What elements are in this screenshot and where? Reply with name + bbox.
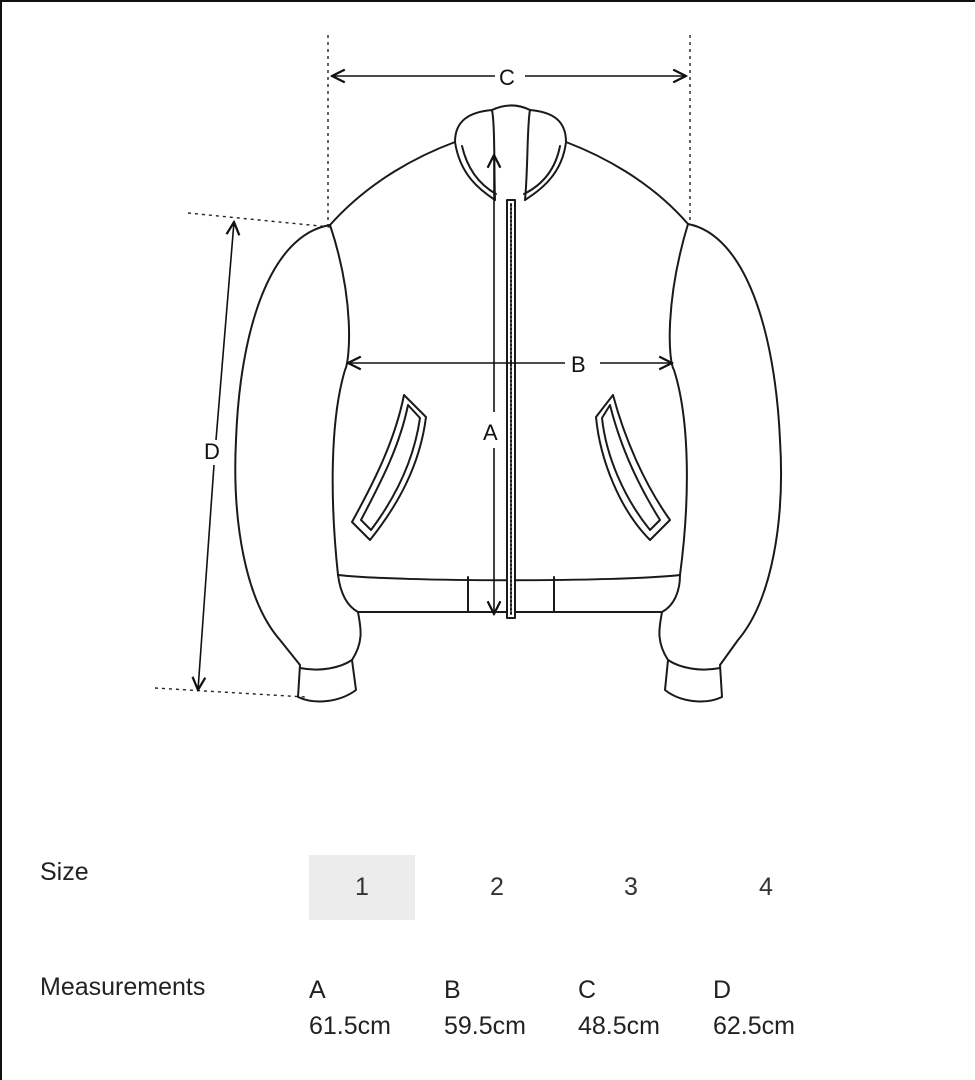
dimension-c-label: C (499, 65, 515, 90)
measurement-key: C (578, 976, 597, 1004)
measurement-value: 59.5cm (444, 1012, 526, 1040)
guide-lines (155, 35, 690, 697)
measurement-b (444, 972, 526, 1044)
measurements-label: Measurements (40, 973, 206, 1001)
dimension-a-label: A (483, 420, 498, 445)
size-option-4[interactable]: 4 (759, 873, 773, 901)
dimension-b-label: B (571, 352, 586, 377)
size-label: Size (40, 858, 89, 886)
dimension-lines (198, 76, 686, 690)
dimension-d-label: D (204, 439, 220, 464)
size-option-2[interactable]: 2 (490, 873, 504, 901)
measurement-c (578, 972, 660, 1044)
jacket-outline (235, 106, 781, 702)
measurement-key: D (713, 976, 732, 1004)
size-option-3[interactable]: 3 (624, 873, 638, 901)
measurement-key: B (444, 976, 461, 1004)
size-option-1[interactable]: 1 (309, 855, 415, 920)
measurement-d (713, 972, 795, 1044)
measurement-value: 62.5cm (713, 1012, 795, 1040)
measurement-value: 61.5cm (309, 1012, 391, 1040)
measurement-a (309, 972, 391, 1044)
measurement-value: 48.5cm (578, 1012, 660, 1040)
dimension-d-line (216, 222, 234, 440)
measurement-key: A (309, 976, 326, 1004)
